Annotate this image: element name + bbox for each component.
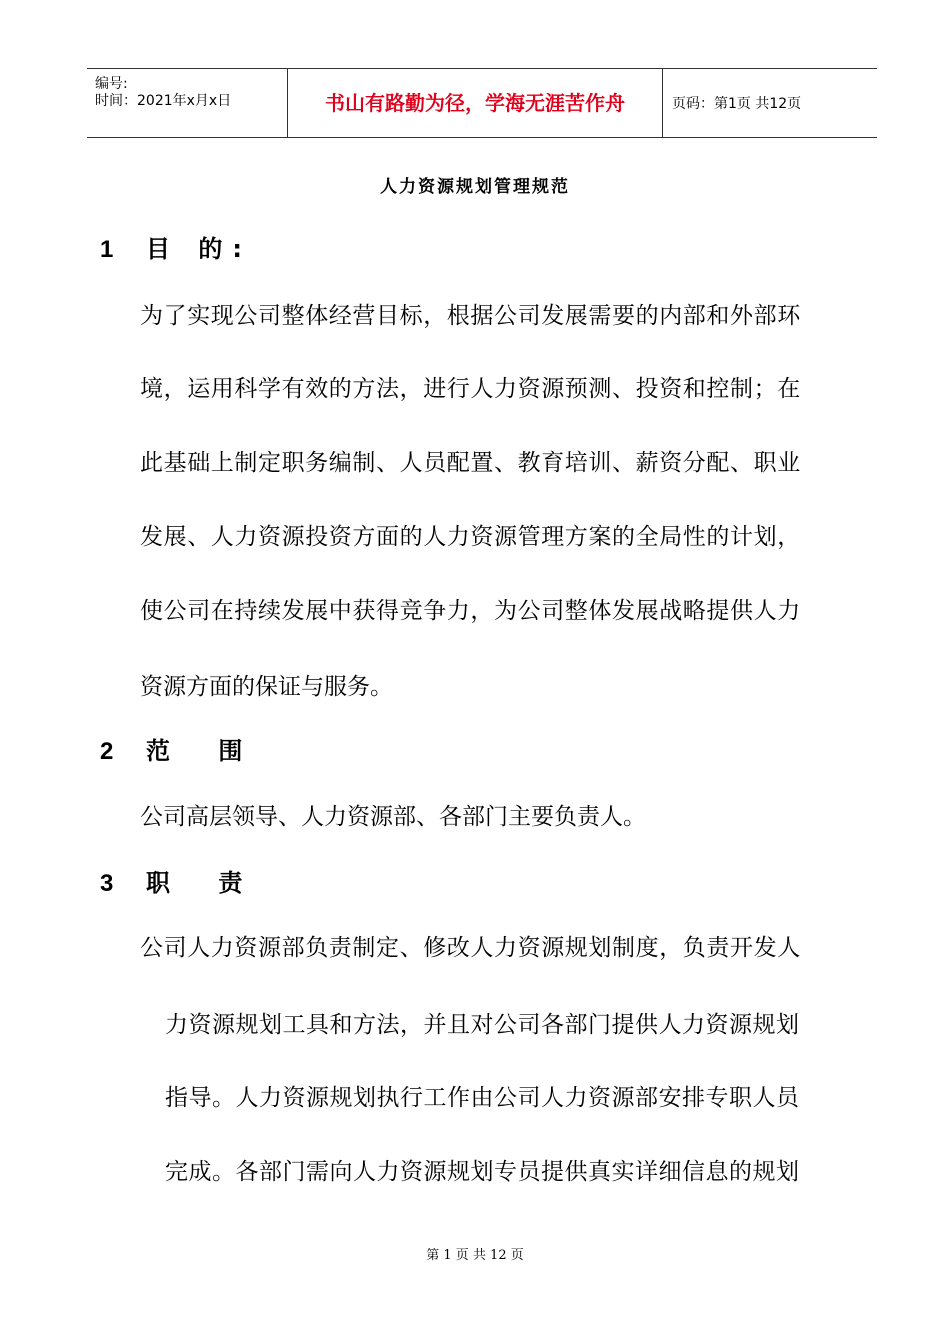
header-motto: 书山有路勤为径，学海无涯苦作舟 bbox=[325, 91, 625, 115]
doc-number-label: 编号: bbox=[95, 76, 128, 92]
paragraph-line: 使公司在持续发展中获得竞争力，为公司整体发展战略提供人力 bbox=[140, 598, 801, 624]
doc-time-label: 时间：2021年x月x日 bbox=[95, 93, 232, 109]
section-2-heading bbox=[100, 736, 262, 767]
paragraph-line: 公司高层领导、人力资源部、各部门主要负责人。 bbox=[140, 804, 646, 830]
section-number: 1 bbox=[100, 236, 114, 263]
document-title: 人力资源规划管理规范 bbox=[380, 177, 570, 197]
section-number: 3 bbox=[100, 870, 114, 897]
paragraph-line: 资源方面的保证与服务。 bbox=[140, 674, 393, 700]
paragraph-line: 指导。人力资源规划执行工作由公司人力资源部安排专职人员 bbox=[165, 1085, 800, 1111]
paragraph-line: 公司人力资源部负责制定、修改人力资源规划制度，负责开发人 bbox=[140, 935, 801, 961]
paragraph-line: 境，运用科学有效的方法，进行人力资源预测、投资和控制；在 bbox=[140, 376, 801, 402]
paragraph-line: 此基础上制定职务编制、人员配置、教育培训、薪资分配、职业 bbox=[140, 450, 801, 476]
page-header bbox=[87, 68, 877, 138]
section-title: 职 责 bbox=[146, 869, 263, 897]
paragraph-line: 为了实现公司整体经营目标，根据公司发展需要的内部和外部环 bbox=[140, 303, 801, 329]
header-page-cell bbox=[662, 69, 877, 137]
section-title: 目 的: bbox=[146, 235, 252, 263]
paragraph-line: 力资源规划工具和方法，并且对公司各部门提供人力资源规划 bbox=[165, 1012, 800, 1038]
section-1-heading bbox=[100, 234, 252, 265]
paragraph-line: 发展、人力资源投资方面的人力资源管理方案的全局性的计划， bbox=[140, 524, 801, 550]
header-motto-cell bbox=[287, 69, 663, 137]
section-number: 2 bbox=[100, 738, 114, 765]
header-page-number: 页码：第1页 共12页 bbox=[672, 96, 802, 112]
section-3-heading bbox=[100, 868, 262, 899]
header-left-cell bbox=[87, 69, 287, 137]
paragraph-line: 完成。各部门需向人力资源规划专员提供真实详细信息的规划 bbox=[165, 1159, 800, 1185]
section-title: 范 围 bbox=[146, 737, 263, 765]
page-footer: 第 1 页 共 12 页 bbox=[426, 1248, 524, 1263]
